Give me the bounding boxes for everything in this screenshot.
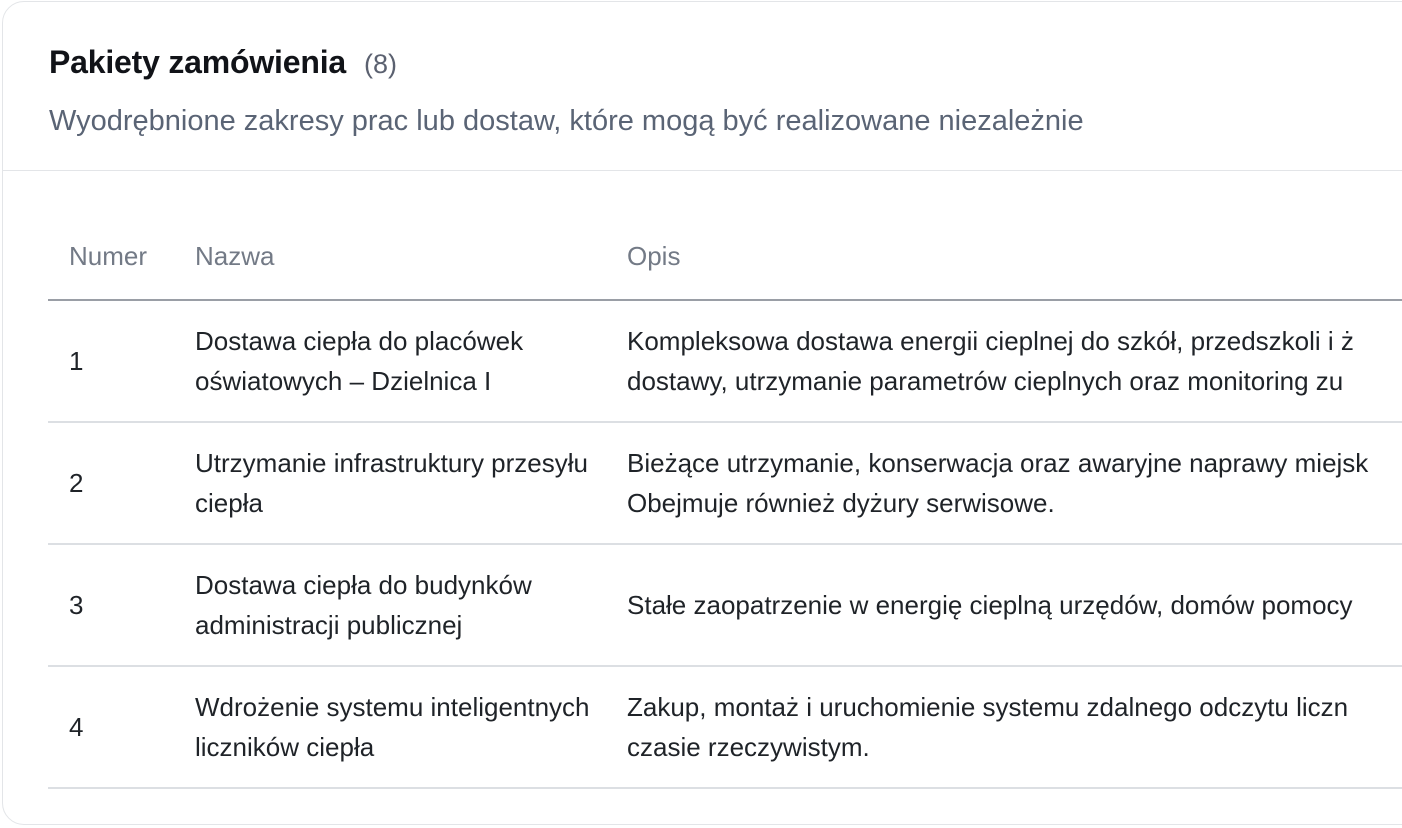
package-count-badge: (8) — [363, 49, 397, 79]
packages-table-container — [48, 213, 1402, 789]
package-name: Dostawa ciepła do budynków administracji publicznej — [174, 544, 606, 666]
panel-title: Pakiety zamówienia — [49, 44, 346, 80]
panel-header — [3, 2, 1402, 171]
package-number: 3 — [48, 544, 174, 666]
package-number: 2 — [48, 422, 174, 544]
package-description: Bieżące utrzymanie, konserwacja oraz awaryjne naprawy miejsk Obejmuje również dyżury serwisowe. — [606, 422, 1402, 544]
package-description: Zakup, montaż i uruchomienie systemu zdalnego odczytu liczn czasie rzeczywistym. — [606, 666, 1402, 788]
package-description: Stałe zaopatrzenie w energię cieplną urzędów, domów pomocy — [606, 544, 1402, 666]
package-name: Utrzymanie infrastruktury przesyłu ciepła — [174, 422, 606, 544]
table-row[interactable] — [48, 422, 1402, 544]
package-description: Kompleksowa dostawa energii cieplnej do szkół, przedszkoli i ż dostawy, utrzymanie parametrów cieplnych oraz monitoring zu — [606, 300, 1402, 422]
title-row — [49, 44, 1402, 81]
table-row[interactable] — [48, 300, 1402, 422]
column-header-number[interactable]: Numer — [48, 213, 174, 300]
package-number: 4 — [48, 666, 174, 788]
table-row[interactable] — [48, 666, 1402, 788]
packages-table — [48, 213, 1402, 789]
package-number: 1 — [48, 300, 174, 422]
table-row[interactable] — [48, 544, 1402, 666]
procurement-packages-panel — [2, 1, 1402, 825]
panel-subtitle: Wyodrębnione zakresy prac lub dostaw, które mogą być realizowane niezależnie — [49, 105, 1084, 137]
table-header-row — [48, 213, 1402, 300]
package-name: Dostawa ciepła do placówek oświatowych – Dzielnica I — [174, 300, 606, 422]
column-header-name[interactable]: Nazwa — [174, 213, 606, 300]
package-name: Wdrożenie systemu inteligentnych liczników ciepła — [174, 666, 606, 788]
column-header-description[interactable]: Opis — [606, 213, 1402, 300]
